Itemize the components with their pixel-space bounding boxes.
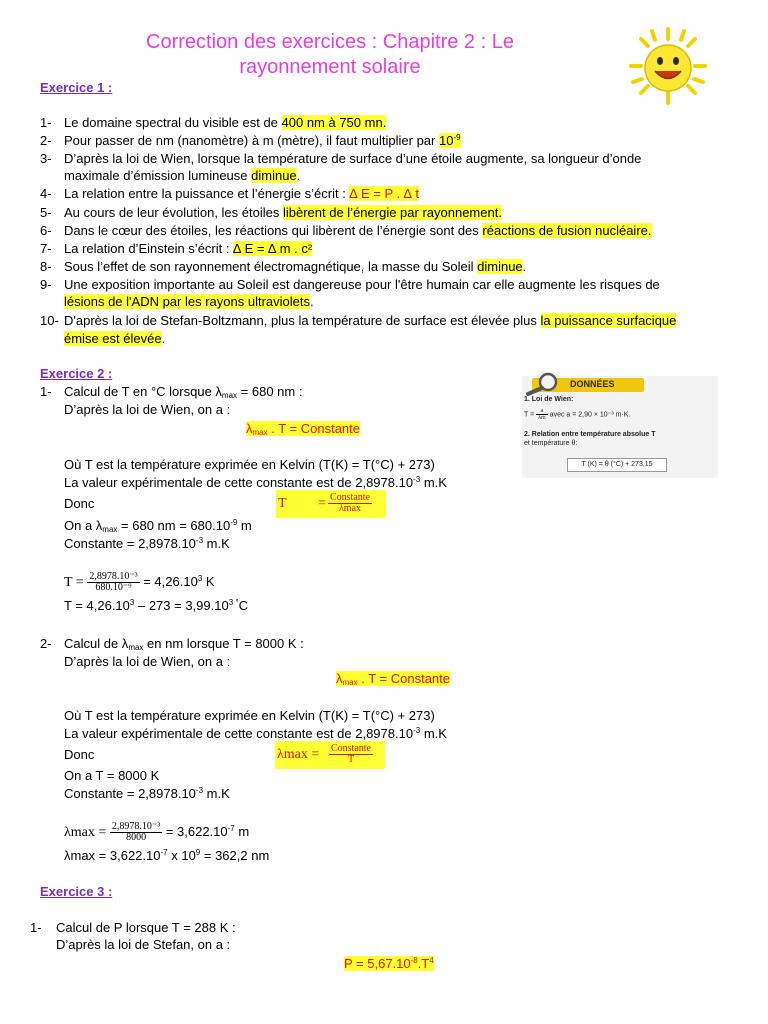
list-item: Dans le cœur des étoiles, les réactions qui libèrent de l’énergie sont des réactions de fusion nucléaire. <box>64 223 652 238</box>
list-item: D'après la loi de Stefan-Boltzmann, plus la température de surface est élevée plus la puissance surfacique <box>64 313 677 328</box>
list-item: Pour passer de nm (nanomètre) à m (mètre), il faut multiplier par $10^{-9}$ <box>64 133 461 148</box>
highlight: lésions de l'ADN par les rayons ultraviolets <box>64 294 310 309</box>
question-title: Calcul de $\lambda_{max}$ en nm lorsque T = 8000 K : <box>64 636 304 652</box>
stefan-law-formula: $P = 5,67.10^{-8}.T^4$ <box>344 956 434 971</box>
wien-law-formula: $\lambda_{max}$ . T = Constante <box>246 421 361 437</box>
list-item: Au cours de leur évolution, les étoiles libèrent de l’énergie par rayonnement. <box>64 205 502 220</box>
donnees-box: DONNÉES 1. Loi de Wien: T = $\frac{a}{\lambda m}$ avec a = 2,90 × 10⁻³ m·K. 2. Relation entre température absolue T et température θ: T (K) = θ (°C) + 273,15 <box>522 376 718 478</box>
exercise-3-heading: Exercice 3 : <box>40 884 113 899</box>
highlight: 400 nm à 750 mn. <box>281 115 387 130</box>
highlight: réactions de fusion nucléaire. <box>482 223 652 238</box>
lambda-formula: λmax = Constante T <box>275 741 385 769</box>
temperature-relation: T (K) = θ (°C) + 273,15 <box>567 458 667 472</box>
list-item: 1- <box>40 115 52 130</box>
highlight: émise est élevée <box>64 331 162 346</box>
highlight: diminue <box>251 168 297 183</box>
highlight: la puissance surfacique <box>540 313 677 328</box>
donnees-label: DONNÉES <box>570 379 615 389</box>
highlight: ∆ E = P . ∆ t <box>349 186 419 201</box>
exercise-1-heading: Exercice 1 : <box>40 80 113 95</box>
list-item: Sous l’effet de son rayonnement électromagnétique, la masse du Soleil diminue. <box>64 259 527 274</box>
highlight: diminue <box>477 259 523 274</box>
list-item: La relation d’Einstein s’écrit : ∆ E = ∆ m . c² <box>64 241 313 256</box>
list-item: D’après la loi de Wien, lorsque la température de surface d’une étoile augmente, sa longueur d’onde <box>64 151 642 166</box>
calculation-line: λmax = $\frac{\text{2,8978.10⁻³}}{8000}$ = $3,622.10^{-7}$ m <box>64 821 250 843</box>
calculation-line: $T = 4,26.10^3 - 273 = 3,99.10^{3 ^\circ}C$ <box>64 598 248 613</box>
wien-formula: T = $\frac{a}{\lambda m}$ avec a = 2,90 × 10⁻³ m·K. <box>524 408 631 421</box>
highlight: ∆ E = ∆ m . c² <box>233 241 313 256</box>
question-title: Calcul de T en °C lorsque $\lambda_{max} = 680$ nm : <box>64 384 303 400</box>
list-item: Le domaine spectral du visible est de 400 nm à 750 mn. <box>64 115 387 130</box>
highlight: libèrent de l’énergie par rayonnement. <box>282 205 502 220</box>
calculation-line: $\lambda\max = 3,622.10^{-7}$ x $10^9 = 362,2$ nm <box>64 848 270 863</box>
highlight: $10^{-9}$ <box>438 133 461 148</box>
calculation-line: T = $\frac{\text{2,8978.10⁻³}}{\text{680.10⁻⁹}}$ = $4,26.10^3$ K <box>64 571 215 593</box>
magnifier-icon <box>524 372 564 396</box>
wien-law-formula: $\lambda_{max}$ . T = Constante <box>336 671 451 687</box>
exercise-2-heading: Exercice 2 : <box>40 366 113 381</box>
sun-icon <box>628 26 708 106</box>
page-title: Correction des exercices : Chapitre 2 : Le rayonnement solaire <box>146 31 514 78</box>
question-title: Calcul de P lorsque T = 288 K : <box>56 920 236 935</box>
list-item: La relation entre la puissance et l’énergie s’écrit : ∆ E = P . ∆ t <box>64 186 419 201</box>
list-item: Une exposition importante au Soleil est dangereuse pour l'être humain car elle augmente les risques de <box>64 277 660 292</box>
t-formula: T = Constante λmax <box>276 490 386 518</box>
